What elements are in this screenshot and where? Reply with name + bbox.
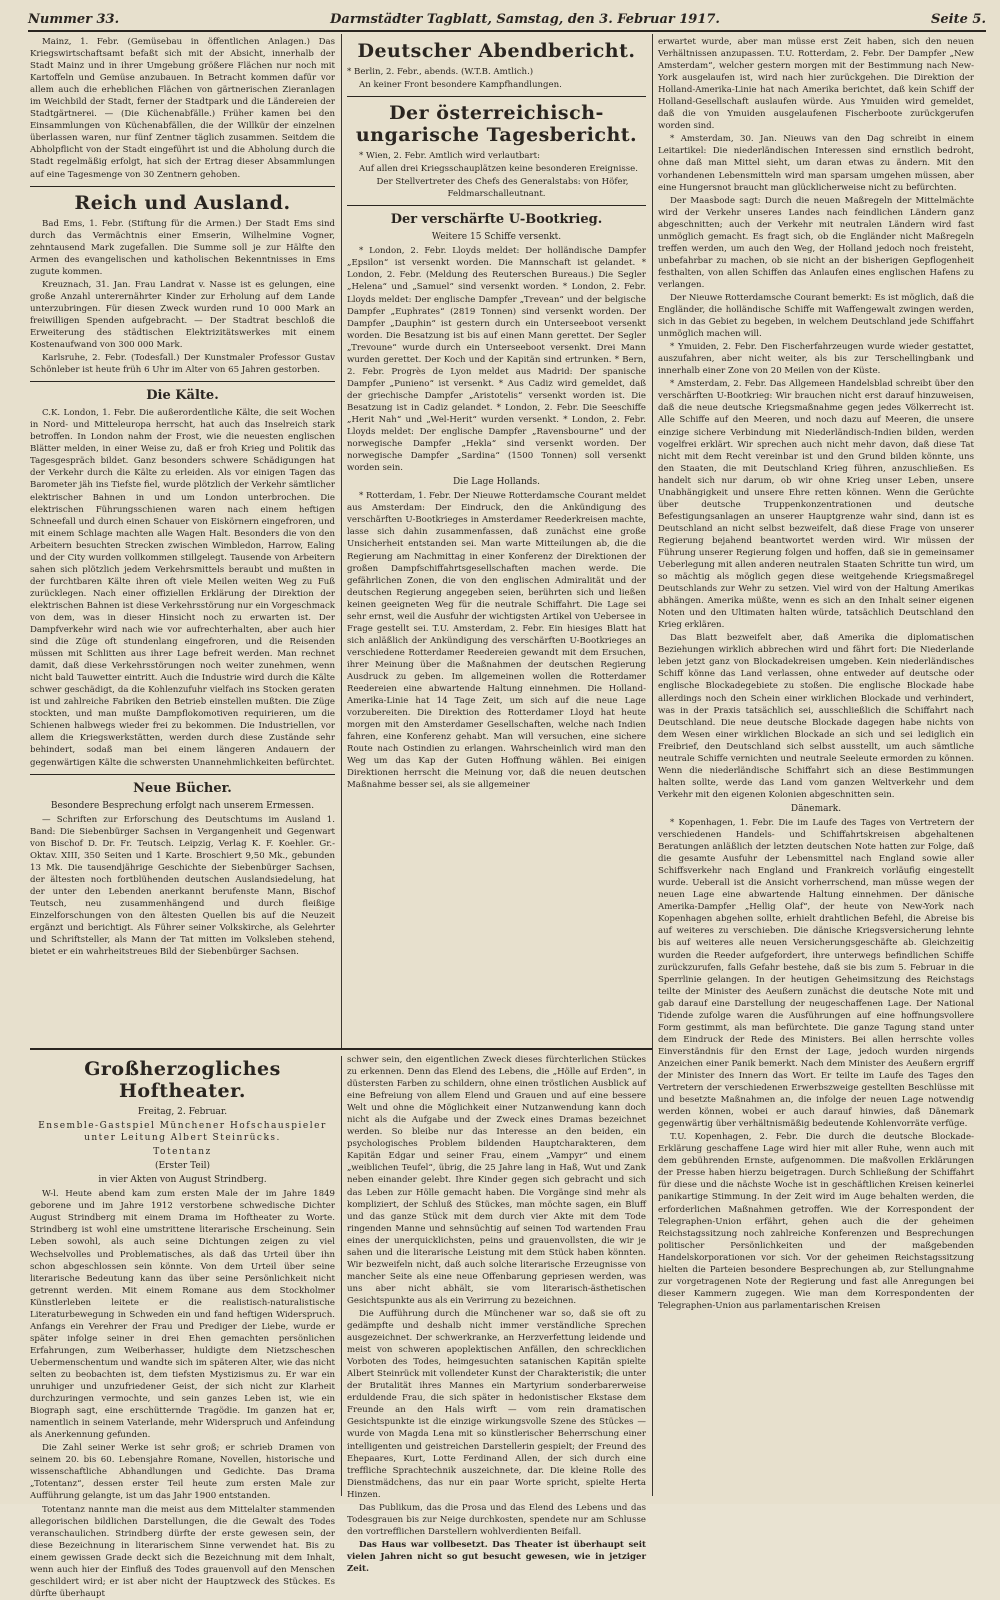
heading-reich-ausland: Reich und Ausland. [74, 191, 291, 214]
heading-hoftheater: Großherzogliches Hoftheater. [84, 1058, 281, 1102]
column-rule [652, 34, 653, 1496]
abend-text: An keiner Front besondere Kampfhandlungen. [359, 80, 562, 91]
article-blatt: Das Blatt bezweifelt aber, daß Amerika die diplomatischen Beziehungen wirklich abbrechen wird und fährt fort: Die Niederlande leben jetzt ganz von Blockadekreisen umgeben. Kein niederländisches Schiff könne das Land verlassen, ohne entweder auf deutsche oder englische Blockadegebiete zu stoßen. Die englische Blockade habe allerdings noch den Schein einer wirklichen Blockade und verhindert, was in der Praxis tatsächlich sei, ausschließlich die Schiffahrt nach Deutschland. Die neue deutsche Blockade dagegen habe nichts von dem Wesen einer wirklichen Blockade an sich und sei lediglich ein Freibrief, den Deutschland sich selbst ausstellt, um auch sämtliche neutrale Schiffe vernichten und neutrale Seeleute ermorden zu können. Wenn die niederländische Schiffahrt sich an diese Bestimmungen halten sollte, werde das Land vom ganzen Weltverkehr und dem Verkehr mit den eigenen Kolonien abgeschnitten sein. [658, 633, 974, 800]
theater-column-right [347, 1054, 646, 1574]
article-daenemark: * Kopenhagen, 1. Febr. Die im Laufe des Tages von Vertretern der verschiedenen Handels- und Schiffahrtskreisen abgehaltenen Beratungen anläßlich der letzten deutschen Note hatten zur Folge, daß die gesamte Ausfuhr der Lebensmittel nach England sowie aller Schiffsverkehr nach England und Frankreich vorläufig eingestellt wurde. Ueberall ist die Ansicht vorherrschend, man müsse wegen der neuen Lage eine abwartende Haltung einnehmen. Der dänische Amerika-Dampfer „Hellig Olaf“, der heute von New-York nach Kopenhagen abgehen sollte, erhielt drahtlichen Befehl, die Abreise bis auf weiteres zu verschieben. Die dänische Kriegsversicherung lehnte bis auf weiteres alle neuen Versicherungsgeschäfte ab. Gleichzeitig wurden die Reeder aufgefordert, ihre unterwegs befindlichen Schiffe zurückzurufen, falls Gefahr bestehe, daß sie bis zum 5. Februar in die Sperrlinie gelangen. In der heutigen Geheimsitzung des Reichstags teilte der Minister des Aeußern zunächst die deutsche Note mit und gab darauf eine Darstellung der neugeschaffenen Lage. Der National Tidende zufolge waren die Ausführungen auf eine hoffnungsvollere Form gestimmt, als man befürchtete. Die ganze Tagung stand unter dem Eindruck der Rede des Ministers. Bei allen herrschte volles Einverständnis für den Ernst der Lage, jedoch wurden nirgends Anzeichen einer Panik bemerkt. Nach dem Minister des Aeußern ergriff der Minister des Innern das Wort. Er teilte im Laufe des Tages den Vertretern der verschiedenen Erwerbszweige gestellten Beschlüsse mit und besetzte Maßnahmen an, die infolge der neuen Lage notwendig werden können, wobei er auch darauf hinwies, daß Dänemark gegenwärtig über verhältnismäßig bedeutende Kohlenvorräte verfüge. [658, 818, 974, 1130]
page-number: Seite 5. [931, 11, 986, 27]
article-mainz: Mainz, 1. Febr. (Gemüsebau in öffentlichen Anlagen.) Das Kriegswirtschaftsamt befaßt sich mit der Absicht, innerhalb der Stadt Mainz und in ihrer Umgebung größere Flächen nur noch mit Kartoffeln und Gemüse anzubauen. In Betracht kommen dafür vor allem auch die erheblichen Flächen von gärtnerischen Zieranlagen im Weichbild der Stadt, ferner der Stadtpark und die Ländereien der Stadtgärtnerei. — (Die Küchenabfälle.) Früher kamen bei den Einsammlungen von Küchenabfällen, die der Willkür der einzelnen überlassen waren, nur fünf Zentner täglich zusammen. Seitdem die Abholpflicht von der Stadt eingeführt ist und die Abholung durch die Stadt regelmäßig erfolgt, hat sich der Ertrag dieser Absammlungen auf eine Tagesmenge von 30 Zentnern gehoben. [30, 37, 335, 180]
review-paragraph-7: Das Haus war vollbesetzt. Das Theater ist überhaupt seit vielen Jahren nicht so gut besucht gewesen, wie in jetziger Zeit. [347, 1539, 646, 1574]
article-maasbode: Der Maasbode sagt: Durch die neuen Maßregeln der Mittelmächte wird der Verkehr unseres Landes nach feindlichen Ländern ganz abgeschnitten; auch der Verkehr mit neutralen Ländern wird fast unmöglich gemacht. Es fragt sich, ob die Engländer nicht Maßregeln treffen werden, um auch den Weg, der Holland jedoch noch freisteht, unbefahrbar zu machen, ob sie nicht an der bisherigen Gepflogenheit festhalten, von allen Schiffen das Anlaufen eines englischen Hafens zu verlangen. [658, 195, 974, 290]
theater-acts: in vier Akten von August Strindberg. [98, 1175, 267, 1186]
article-ems: Bad Ems, 1. Febr. (Stiftung für die Armen.) Der Stadt Ems sind durch das Vermächtnis einer Emserin, Wilhelmine Vogner, zehntausend Mark zugefallen. Die Summe soll je zur Hälfte den Armen des evangelischen und katholischen Bekenntnisses in Ems zugute kommen. [30, 218, 335, 277]
review-paragraph-1: W-l. Heute abend kam zum ersten Male der im Jahre 1849 geborene und im Jahre 1912 verstorbene schwedische Dichter August Strindberg mit einem Drama im Hoftheater zu Worte. Strindberg ist wohl eine umstrittene literarische Erscheinung. Sein Leben sowohl, als auch seine Dichtungen zeigen zu viel Wechselvolles und Problematisches, als daß das Urteil über ihn schon abgeschlossen sein könnte. Von dem Urteil über seine literarische Bedeutung kann das über seine Persönlichkeit nicht getrennt werden. Mit einem Romane aus dem Stockholmer Künstlerleben leitete er die realistisch-naturalistische Literaturbewegung in Schweden ein und fand heftigen Widerspruch. Anfangs ein Verehrer der Frau und Prediger der Liebe, wurde er später infolge seiner in drei Ehen gemachten persönlichen Erfahrungen, zum Weiberhasser, huldigte dem Nietzscheschen Uebermenschentum und wandte sich im späteren Alter, wie das nicht selten zu beobachten ist, dem tiefsten Mystizismus zu. Er war ein unruhiger und unzufriedener Geist, der sich nicht zur Klarheit durchzuringen vermochte, und sein ganzes Leben ist, wie ein Biograph sagt, eine erschütternde Tragödie. Im ganzen hat er, namentlich in seinem Vaterlande, mehr Widerspruch und Anfeindung als Anerkennung gefunden. [30, 1189, 335, 1441]
heading-kaelte: Die Kälte. [146, 388, 219, 404]
article-kreuznach: Kreuznach, 31. Jan. Frau Landrat v. Nasse ist es gelungen, eine große Anzahl unterernährter Kinder zur Erholung auf dem Lande unterzubringen. Für diesen Zweck wurden rund 10 000 Mark an freiwilligen Spenden aufgebracht. — Der Stadtrat beschloß die Erweiterung des städtischen Elektrizitätswerkes mit einem Kostenaufwand von 300 000 Mark. [30, 279, 335, 351]
review-paragraph-2: Die Zahl seiner Werke ist sehr groß; er schrieb Dramen von seinem 20. bis 60. Lebensjahre Romane, Novellen, historische und wissenschaftliche Abhandlungen und Gedichte. Das Drama „Totentanz“, dessen erster Teil heute zum ersten Male zur Aufführung gelangte, ist um das Jahr 1900 entstanden. [30, 1443, 335, 1502]
column-rule [341, 1056, 342, 1496]
review-paragraph-4: schwer sein, den eigentlichen Zweck dieses fürchterlichen Stückes zu erkennen. Denn das Elend des Lebens, die „Hölle auf Erden“, in düstersten Farben zu schildern, ohne einen tröstlichen Ausblick auf eine Befreiung von allem Elend und Grauen und auf eine bessere Welt und ohne die Möglichkeit einer Nutzanwendung kann doch nicht als die Aufgabe und der Zweck eines Dramas bezeichnet werden. So bleibe nur das Interesse an den beiden, ein psychologisches Problem bildenden Hauptcharakteren, dem Kapitän Edgar und seiner Frau, einem „Vampyr“ und einem „weiblichen Teufel“, übrig, die 25 Jahre lang in Haß, Wut und Zank neben einander gelebt. Ihre Kinder gegen sich gebracht und sich das Leben zur Hölle gemacht haben. Die Vorgänge sind mehr als kompliziert, der Schluß des Stückes, man möchte sagen, ein Bluff und das ganze Stück mit dem durch vier Akte mit dem Tode ringenden Manne und sehnsüchtig auf seinen Tod wartenden Frau eines der unerquicklichsten, peins und grauenvollsten, die wir je sahen und die literarische Leistung mit dem Stück haben könnten. Wir bezweifeln nicht, daß auch solche literarische Erzeugnisse von mancher Seite als eine neue Offenbarung gepriesen werden, was uns aber nicht abhält, sie vom literarisch-ästhetischen Gesichtspunkte aus als ein Verirrung zu bezeichnen. [347, 1055, 646, 1306]
article-amsterdam-2: * Amsterdam, 2. Febr. Das Allgemeen Handelsblad schreibt über den verschärften U-Bootkrieg: Wir brauchen nicht erst darauf hinzuweisen, daß die neue deutsche Kriegsmaßnahme gegen jedes Völkerrecht ist. Alle Schiffe auf den Meeren, und noch dazu auf Meeren, die unsere einzige sichere Verbindung mit Niederländisch-Indien bilden, werden vogelfrei erklärt. Wir sprechen auch nicht mehr davon, daß diese Tat nicht mit dem Recht vereinbar ist und den Grund bilden könnte, uns den Staaten, die mit Deutschland Krieg führen, anzuschließen. Es handelt sich nur darum, ob wir ohne Krieg unser Leben, unsere Unabhängigkeit und unsere Ehre retten können. Wenn die Gerüchte über deutsche Truppenkonzentrationen und deutsche Befestigungsanlagen an unserer Hauptgrenze wahr sind, dann ist es Deutschland an nicht selbst bezweifelt, daß diese Frage von unserer Regierung bejahend beantwortet werden wird. Wir müssen der Führung unserer Regierung folgen und hoffen, daß sie in gemeinsamer Ueberlegung mit allen anderen neutralen Staaten Schritte tun wird, um so mächtig als möglich gegen diese weitgehende Kriegsmaßregel Deutschlands zur Wehr zu setzen. Viel wird von der Haltung Amerikas abhängen. Amerika müßte, wenn es sich an den Inhalt seiner eigenen Noten und den Ultimaten halten würde, tatsächlich Deutschland den Krieg erklären. [658, 379, 974, 631]
heading-neue-buecher: Neue Bücher. [133, 780, 232, 796]
theater-part: (Erster Teil) [154, 1161, 210, 1172]
column-3 [658, 36, 974, 1496]
abend-dateline: * Berlin, 2. Febr., abends. (W.T.B. Amtlich.) [347, 67, 534, 77]
theater-ensemble: Ensemble-Gastspiel Münchener Hofschauspieler unter Leitung Albert Steinrücks. [38, 1121, 327, 1144]
theater-play: Totentanz [153, 1147, 212, 1158]
divider [30, 774, 335, 775]
oest-text: Auf allen drei Kriegsschauplätzen keine besonderen Ereignisse. [359, 164, 638, 175]
newspaper-title-line: Darmstädter Tagblatt, Samstag, den 3. Februar 1917. [330, 11, 720, 27]
article-courant: Der Nieuwe Rotterdamsche Courant bemerkt: Es ist möglich, daß die Engländer, die holländische Schiffe mit Waffengewalt zwingen werden, sich in das Gebiet zu begeben, in welchem Deutschland jede Schiffahrt unmöglich machen will. [658, 292, 974, 340]
heading-lage-hollands: Die Lage Hollands. [453, 477, 540, 488]
article-amsterdam: * Amsterdam, 30. Jan. Nieuws van den Dag schreibt in einem Leitartikel: Die niederländischen Interessen sind ernstlich bedroht, ohne daß man Mittel sieht, um daran etwas zu ändern. Mit den vorhandenen Lebensmitteln wird man sparsam umgehen müssen, aber eine Hungersnot braucht man glücklicherweise nicht zu befürchten. [658, 134, 974, 193]
heading-daenemark: Dänemark. [790, 803, 842, 814]
masthead [28, 8, 986, 32]
article-buecher: — Schriften zur Erforschung des Deutschtums im Ausland 1. Band: Die Siebenbürger Sachsen in Vergangenheit und Gegenwart von Bischof D. Dr. Fr. Teutsch. Leipzig, Verlag K. F. Koehler. Gr.-Oktav. XIII, 350 Seiten und 1 Karte. Broschiert 9,50 Mk., gebunden 13 Mk. Die tausendjährige Geschichte der Siebenbürger Sachsen, der ältesten noch fortblühenden deutschen Auslandsiedelung, hat der unter den Lebenden anerkannt berufenste Mann, Bischof Teutsch, neu zusammenhängend und durch fleißige Einzelforschungen von den ältesten Quellen bis auf die Neuzeit ergänzt und berichtigt. Als Führer seiner Volkskirche, als Gelehrter und Schriftsteller, als Mann der Tat mitten im Volksleben stehend, bietet er ein wahrheitstreues Bild der Siebenbürger Sachsen. [30, 814, 335, 958]
divider [30, 381, 335, 382]
heading-uboot: Der verschärfte U-Bootkrieg. [390, 212, 603, 228]
heading-oesterreich: Der österreichisch-ungarische Tagesbericht. [355, 102, 638, 147]
divider [30, 186, 335, 187]
review-paragraph-5: Die Aufführung durch die Münchener war so, daß sie oft zu gedämpfte und deshalb nicht immer verständliche Sprechen ausgezeichnet. Der schwerkranke, an Herzverfettung leidende und meist von schweren apoplektischen Anfällen, den schrecklichen Vorboten des Todes, heimgesuchten satanischen Kapitän spielte Albert Steinrück mit vollendeter Kunst der Charakteristik; die unter der Brutalität ihres Mannes ein Martyrium sonderbarerweise erduldende Frau, die sich später in hedonistischer Ekstase dem Freunde an den Hals wirft — vom rein dramatischen Gesichtspunkte ist die einzige wirkungsvolle Szene des Stückes — wurde von Magda Lena mit so künstlerischer Beherrschung einer intelligenten und geistreichen Darstellerin gespielt; der Freund des Ehepaares, Kurt, Lotte Ferdinand Allen, der sich durch eine treffliche Sprachtechnik auszeichnete, dar. Die kleine Rolle des Dienstmädchens, das nur ein paar Worte spricht, spielte Herta Hinzen. [347, 1308, 646, 1500]
column-2 [347, 36, 646, 1044]
oest-signature: Der Stellvertreter des Chefs des Generalstabs: von Höfer, Feldmarschalleutnant. [376, 177, 629, 200]
issue-number: Nummer 33. [28, 11, 120, 27]
theater-column-left [30, 1054, 335, 1599]
review-paragraph-6: Das Publikum, das die Prosa und das Elend des Lebens und das Todesgrauen bis zur Neige durchkosten, spendete nur am Schlusse den vortrefflichen Darstellern wohlverdienten Beifall. [347, 1502, 646, 1537]
article-uboot: * London, 2. Febr. Lloyds meldet: Der holländische Dampfer „Epsilon“ ist versenkt worden. Die Mannschaft ist gelandet. * London, 2. Febr. (Meldung des Reuterschen Bureaus.) Die Segler „Helena“ und „Samuel“ sind versenkt worden. * London, 2. Febr. Lloyds meldet: Der englische Dampfer „Trevean“ und der belgische Dampfer „Euphrates“ (2819 Tonnen) sind versenkt worden. Der Dampfer „Dauphin“ ist gestern durch ein Unterseeboot versenkt worden. Die Besatzung ist bis auf einen Mann gerettet. Der Segler „Trevoune“ wurde durch ein Unterseeboot versenkt. Drei Mann wurden gerettet. Der Koch und der Kapitän sind ertrunken. * Bern, 2. Febr. Progrès de Lyon meldet aus Madrid: Der spanische Dampfer „Punieno“ ist versenkt. * Aus Cadiz wird gemeldet, daß der griechische Dampfer „Aristotelis“ versenkt worden ist. Die Besatzung ist in Cadiz gelandet. * London, 2. Febr. Die Seeschiffe „Herit Nah“ und „Wel-Herit“ wurden versenkt. * London, 2. Febr. Lloyds meldet: Der englische Dampfer „Ravensbourne“ und der norwegische Dampfer „Hekla“ sind versenkt worden. Der norwegische Dampfer „Sardina“ (1500 Tonnen) soll versenkt worden sein. [347, 246, 646, 474]
column-1 [30, 36, 335, 1044]
oest-dateline: * Wien, 2. Febr. Amtlich wird verlautbart: [359, 151, 541, 162]
article-holland-cont: erwartet wurde, aber man müsse erst Zeit haben, sich den neuen Verhältnissen anzupassen. T.U. Rotterdam, 2. Febr. Der Dampfer „New Amsterdam“, welcher gestern morgen mit der Bestimmung nach New-York ausgelaufen ist, wird nach hier zurückgehen. Die Direktion der Holland-Amerika-Linie hat nach Amerika berichtet, daß kein Schiff der Holland-Gesellschaft auslaufen würde. Aus Ymuiden wird gemeldet, daß die von Ymuiden ausgelaufenen Fischerboote zurückgerufen worden sind. [658, 37, 974, 132]
divider [347, 205, 646, 206]
heading-abendbericht: Deutscher Abendbericht. [357, 40, 636, 62]
books-note: Besondere Besprechung erfolgt nach unserem Ermessen. [50, 800, 315, 811]
article-ymuiden: * Ymuiden, 2. Febr. Den Fischerfahrzeugen wurde wieder gestattet, auszufahren, aber nicht weiter, als bis zur Terschellingbank und innerhalb einer Zone von 20 Meilen von der Küste. [658, 342, 974, 377]
article-kopenhagen-2: T.U. Kopenhagen, 2. Febr. Die durch die deutsche Blockade-Erklärung geschaffene Lage wird hier mit aller Ruhe, wenn auch mit dem gebührenden Ernste, aufgenommen. Die maßvollen Erklärungen der Presse haben hierzu beigetragen. Durch Schließung der Schiffahrt für diese und die nächste Woche ist in geschäftlichen Kreisen keinerlei panikartige Stimmung. In der Zeit wird im Auge behalten werden, die erforderlichen Maßnahmen getroffen. Wie der Korrespondent der Telegraphen-Union erfährt, gehen auch die der geheimen Reichstagssitzung noch zahlreiche Konferenzen und Besprechungen politischer Persönlichkeiten und der maßgebenden Handelskorporationen vor sich. Vor der geheimen Reichstagssitzung hielten die Parteien besondere Besprechungen ab, zur Stellungnahme zur vorgetragenen Note der Regierung und fast alle Anregungen bei dieser Kammern zugegen. Wie man dem Korrespondenten der Telegraphen-Union aus parlamentarischen Kreisen [658, 1132, 974, 1311]
theater-date: Freitag, 2. Februar. [137, 1107, 228, 1117]
article-holland: * Rotterdam, 1. Febr. Der Nieuwe Rotterdamsche Courant meldet aus Amsterdam: Der Eindruck, den die Ankündigung des verschärften U-Bootkrieges in Amsterdamer Reederkreisen machte, lasse sich dahin zusammenfassen, daß zunächst eine große Unsicherheit entstanden sei. Man warte Mitteilungen ab, die die Regierung am Nachmittag in einer Konferenz der Direktionen der großen Dampfschiffahrtsgesellschaften machen werde. Die gefährlichen Zonen, die von den englischen Admiralität und der deutschen Regierung angegeben seien, berührten sich und ließen keinen geeigneten Weg für die neutrale Schiffahrt. Die Lage sei sehr ernst, weil die Ausfuhr der wichtigsten Artikel von Uebersee in Frage gestellt sei. T.U. Amsterdam, 2. Febr. Ein hiesiges Blatt hat sich anläßlich der Ankündigung des verschärften U-Bootkrieges an verschiedene Rotterdamer Reedereien gewandt mit dem Ersuchen, ihrer Meinung über die Maßnahmen der deutschen Regierung Ausdruck zu geben. Im allgemeinen wollen die Rotterdamer Reedereien eine abwartende Haltung einnehmen. Die Holland-Amerika-Linie hat 14 Tage Zeit, um sich auf die neue Lage vorzubereiten. Die Direktion des Rotterdamer Lloyd hat heute morgen mit den Amsterdamer Gesellschaften, welche nach Indien fahren, eine Konferenz gehabt. Man will versuchen, eine sichere Route nach Ostindien zu erlangen. Wahrscheinlich wird man den Weg um das Kap der Guten Hoffnung wählen. Bei einigen Direktionen herrscht die Meinung vor, daß die neuen deutschen Maßnahme besser sei, als sie allgemeiner [347, 491, 646, 791]
article-kaelte: C.K. London, 1. Febr. Die außerordentliche Kälte, die seit Wochen in Nord- und Mitteleuropa herrscht, hat auch das Inselreich stark betroffen. In London nahm der Frost, wie die neuesten englischen Blätter melden, in einer Weise zu, daß er froh Krieg und Politik das Tagesgespräch bildet. Ganz besonders schwere Schädigungen hat der Verkehr durch die Kälte zu erleiden. Als vor einigen Tagen das Barometer jäh ins Tiefste fiel, wurde plötzlich der Verkehr sämtlicher elektrischer Bahnen in und um London unterbrochen. Die elektrischen Führungsschienen waren nach einem heftigen Schneefall und durch einen Schauer von Eiskörnern eingefroren, und mit einem Schlage machten alle Wagen Halt. Besonders die von den Arbeitern besuchten Strecken zwischen Wimbledon, Harrow, Ealing und der City wurden vollkommen stillgelegt. Tausende von Arbeitern sahen sich plötzlich jedem Verkehrsmittels beraubt und mußten in der furchtbaren Kälte ihren oft viele Meilen weiten Weg zu Fuß zurücklegen. Nach einer offiziellen Erklärung der Direktion der elektrischen Bahnen ist diese Verkehrsstörung nur ein Vorgeschmack von dem, was in dieser Hinsicht noch zu erwarten ist. Der Dampfverkehr wird nach wie vor aufrechterhalten, aber auch hier sind die Züge oft stundenlang eingefroren, und die Reisenden müssen mit Schlitten aus ihrer Lage befreit werden. Man rechnet damit, daß diese Verkehrsstörungen noch weiter zunehmen, wenn nicht bald Tauwetter eintritt. Auch die Industrie wird durch die Kälte schwer geschädigt, da die Kohlenzufuhr vielfach ins Stocken geraten ist und zahlreiche Fabriken den Betrieb einstellen mußten. Die Züge stockten, und man mußte Dampflokomotiven requirieren, um die Schienen halbwegs wieder frei zu bekommen. Die Industriellen, vor allem die Kriegswerkstätten, werden durch diese Zustände sehr behindert, sodaß man bei einem längeren Andauern der gegenwärtigen Kälte die schwersten Unannehmlichkeiten befürchtet. [30, 408, 335, 768]
review-paragraph-3: Totentanz nannte man die meist aus dem Mittelalter stammenden allegorischen bildlichen Darstellungen, die die Gewalt des Todes veranschaulichen. Strindberg dürfte der erste gewesen sein, der diese Bezeichnung in literarischem Sinne verwendet hat. Bis zu einem gewissen Grade deckt sich die Bezeichnung mit dem Inhalt, wenn auch hier der Einfluß des Todes grauenvoll auf den Menschen geschildert wird; er ist aber nicht der Hauptzweck des Stückes. Es dürfte überhaupt [30, 1504, 335, 1599]
column-rule [341, 34, 342, 1048]
article-karlsruhe: Karlsruhe, 2. Febr. (Todesfall.) Der Kunstmaler Professor Gustav Schönleber ist heute früh 6 Uhr im Alter von 65 Jahren gestorben. [30, 353, 335, 376]
divider [347, 96, 646, 97]
section-rule [30, 1048, 652, 1050]
uboot-subheading: Weitere 15 Schiffe versenkt. [431, 232, 562, 243]
